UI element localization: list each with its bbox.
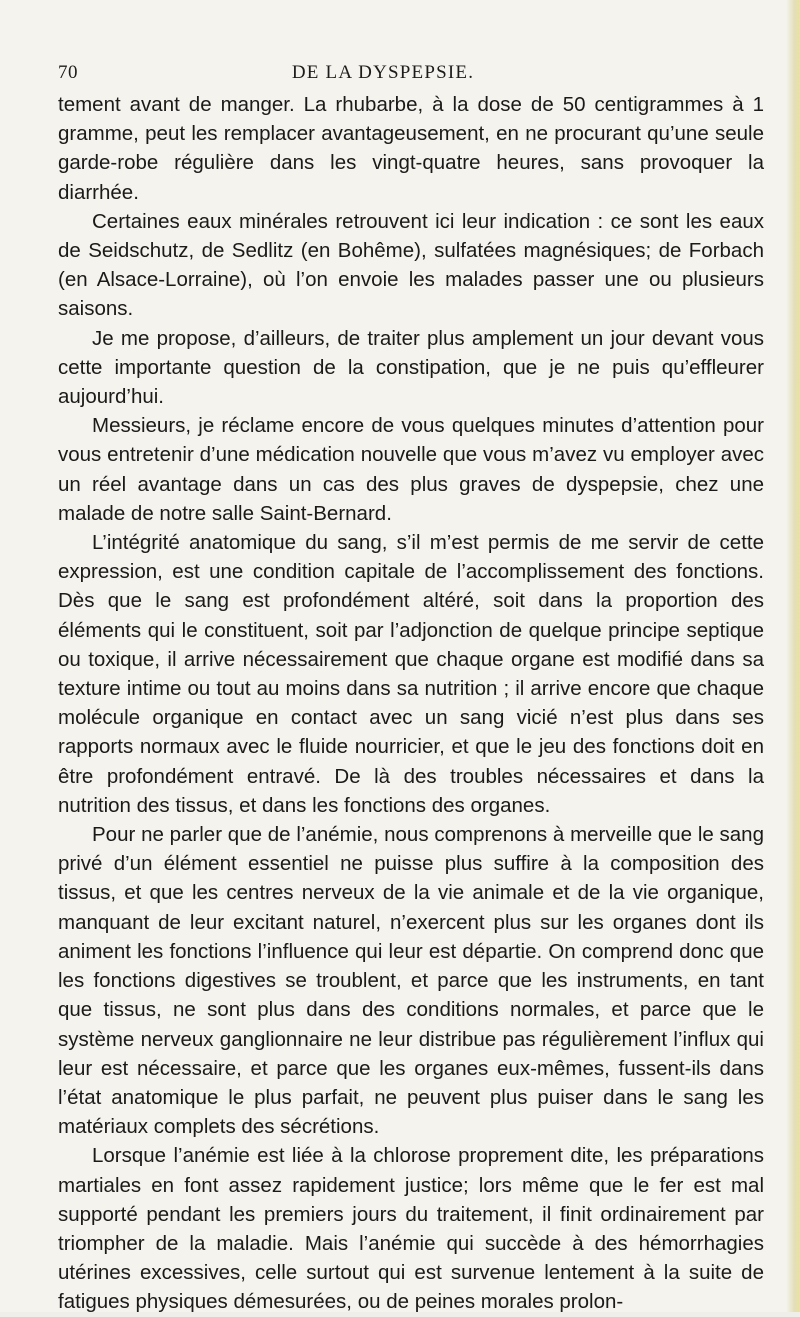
page-edge-shadow [786, 0, 800, 1312]
paragraph-blood-integrity: L’intégrité anatomique du sang, s’il m’est permis de me servir de cette expression, est une condition capitale de l’accomplissement des fonctions. Dès que le sang est profondément altéré, soit dans la proportion des éléments qui le constituent, soit par l’adjonction de quelque principe septique ou toxique, il arrive nécessairement que chaque organe est modifié dans sa texture intime ou tout au moins dans sa nutrition ; il arrive encore que chaque molécule organique en contact avec un sang vicié n’est plus dans ses rapports normaux avec le fluide nourricier, et que le jeu des fonctions doit en être profondément entravé. De là des troubles nécessaires et dans la nutrition des tissus, et dans les fonctions des organes. [58, 531, 764, 817]
body-text [58, 90, 764, 1317]
page-header [58, 62, 708, 86]
paragraph-mineral-waters: Certaines eaux minérales retrouvent ici leur indication : ce sont les eaux de Seidschutz, de Sedlitz (en Bohême), sulfatées magnésiques; de Forbach (en Alsace-Lorraine), où l’on envoie les malades passer une ou plusieurs saisons. [58, 209, 764, 321]
paragraph-new-medication: Messieurs, je réclame encore de vous quelques minutes d’attention pour vous entretenir d’une médication nouvelle que vous m’avez vu employer avec un réel avantage dans un cas des plus graves de dyspepsie, chez une malade de notre salle Saint-Bernard. [58, 414, 764, 525]
page-number: 70 [58, 62, 78, 83]
paragraph-chlorosis: Lorsque l’anémie est liée à la chlorose proprement dite, les préparations martiales en font assez rapidement justice; lors même que le fer est mal supporté pendant les premiers jours du traitement, il finit ordinairement par triompher de la maladie. Mais l’anémie qui succède à des hémorrhagies utérines excessives, celle surtout qui est survenue lentement à la suite de fatigues physiques démesurées, ou de peines morales prolon- [58, 1144, 764, 1314]
paragraph-anemia: Pour ne parler que de l’anémie, nous comprenons à merveille que le sang privé d’un élément essentiel ne puisse plus suffire à la composition des tissus, et que les centres nerveux de la vie animale et de la vie organique, manquant de leur excitant naturel, n’exercent plus sur les organes dont ils animent les fonctions l’influence qui leur est départie. On comprend donc que les fonctions digestives se troublent, et parce que les instruments, en tant que tissus, ne sont plus dans des conditions normales, et parce que le système nerveux ganglionnaire ne leur distribue pas régulièrement l’influx qui leur est nécessaire, et parce que les organes eux-mêmes, fussent-ils dans l’état anatomique le plus parfait, ne peuvent plus puiser dans le sang les matériaux complets des sécrétions. [58, 823, 764, 1139]
paragraph-continuation: tement avant de manger. La rhubarbe, à la dose de 50 centigrammes à 1 gramme, peut les remplacer avantageusement, en ne procurant qu’une seule garde-robe régulière dans les vingt-quatre heures, sans provoquer la diarrhée. [58, 93, 764, 204]
running-head: DE LA DYSPEPSIE. [291, 62, 475, 83]
paragraph-constipation: Je me propose, d’ailleurs, de traiter plus amplement un jour devant vous cette importante question de la constipation, que je ne puis qu’effleurer aujourd’hui. [58, 326, 764, 409]
